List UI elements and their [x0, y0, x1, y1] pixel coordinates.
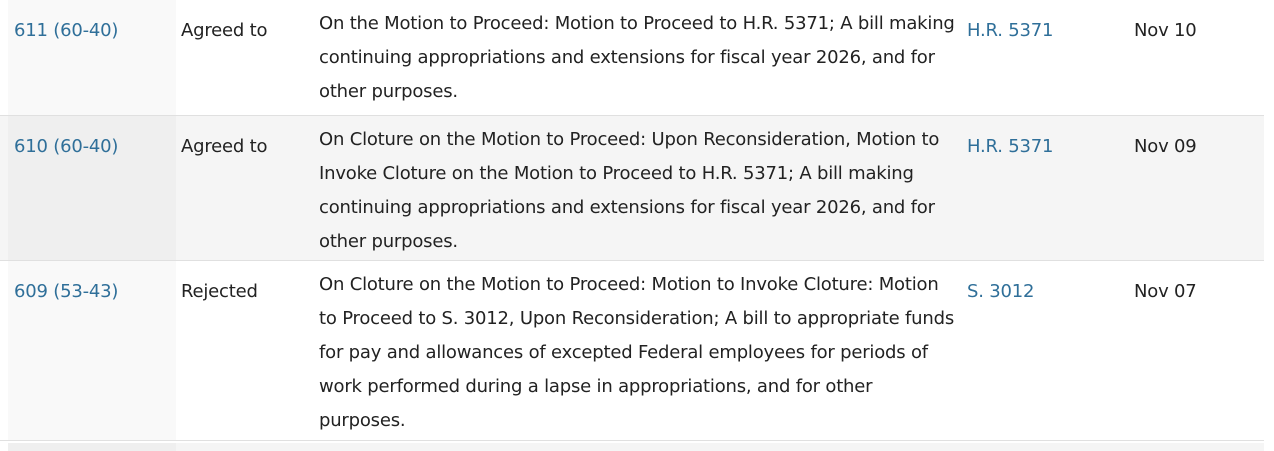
table-row	[0, 261, 1264, 441]
vote-description: On the Motion to Proceed: Motion to Proceed to H.R. 5371; A bill making continuing appropriations and extensions for fiscal year 2026, and for other purposes.	[319, 13, 955, 102]
vote-result: Rejected	[181, 281, 258, 302]
table-row	[0, 0, 1264, 116]
vote-description: On Cloture on the Motion to Proceed: Motion to Invoke Cloture: Motion to Proceed to S. 3012, Upon Reconsideration; A bill to appropriate funds for pay and allowances of excepted Federal employees for periods of work performed during a lapse in appropriations, and for other purposes.	[319, 274, 955, 431]
vote-result: Agreed to	[181, 20, 268, 41]
vote-date: Nov 10	[1134, 20, 1197, 41]
vote-result: Agreed to	[181, 136, 268, 157]
vote-number-link[interactable]: 610 (60-40)	[14, 136, 119, 157]
next-row-partial	[8, 443, 1264, 451]
issue-link[interactable]: H.R. 5371	[967, 20, 1054, 41]
issue-link[interactable]: H.R. 5371	[967, 136, 1054, 157]
vote-date: Nov 09	[1134, 136, 1197, 157]
issue-link[interactable]: S. 3012	[967, 281, 1035, 302]
vote-number-link[interactable]: 609 (53-43)	[14, 281, 119, 302]
vote-date: Nov 07	[1134, 281, 1197, 302]
table-row	[0, 116, 1264, 261]
vote-number-link[interactable]: 611 (60-40)	[14, 20, 119, 41]
vote-description: On Cloture on the Motion to Proceed: Upon Reconsideration, Motion to Invoke Cloture on the Motion to Proceed to H.R. 5371; A bill making continuing appropriations and extensions for fiscal year 2026, and for other purposes.	[319, 129, 940, 252]
